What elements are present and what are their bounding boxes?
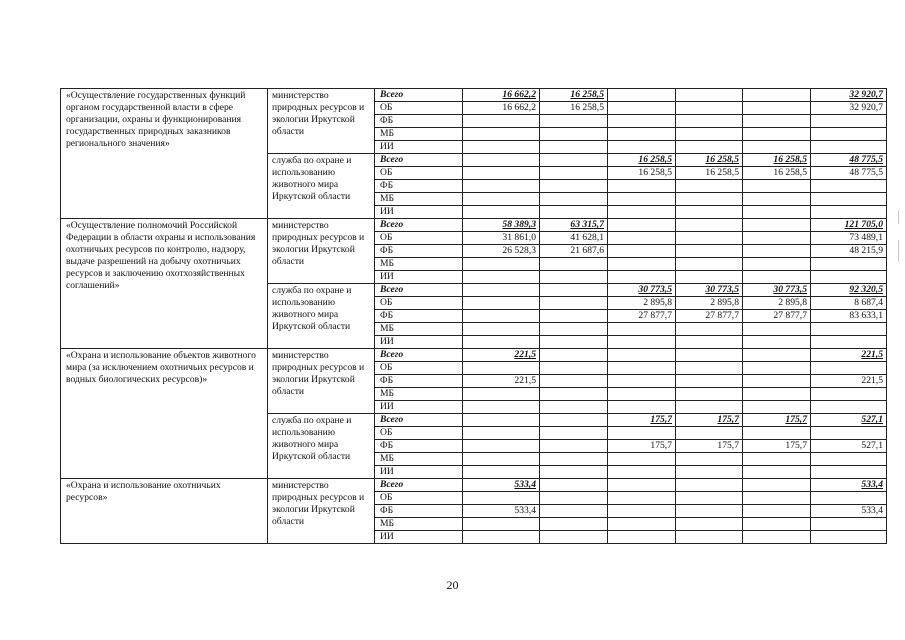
- year-value-cell: [743, 531, 811, 544]
- year-value-cell: [463, 453, 540, 466]
- year-value-cell: [608, 232, 676, 245]
- year-value-cell: [608, 479, 676, 492]
- year-value-cell: 27 877,7: [743, 310, 811, 323]
- year-value-cell: [743, 258, 811, 271]
- year-value-cell: [540, 141, 608, 154]
- funding-source-cell: Всего: [375, 89, 463, 102]
- total-value-cell: 48 775,5: [811, 154, 887, 167]
- year-value-cell: 30 773,5: [608, 284, 676, 297]
- year-value-cell: [540, 453, 608, 466]
- year-value-cell: 16 258,5: [743, 167, 811, 180]
- year-value-cell: [676, 492, 743, 505]
- year-value-cell: [743, 492, 811, 505]
- total-value-cell: 527,1: [811, 440, 887, 453]
- year-value-cell: [676, 518, 743, 531]
- year-value-cell: [608, 349, 676, 362]
- year-value-cell: [676, 427, 743, 440]
- year-value-cell: [743, 362, 811, 375]
- year-value-cell: [743, 336, 811, 349]
- year-value-cell: [540, 336, 608, 349]
- funding-source-cell: ОБ: [375, 102, 463, 115]
- year-value-cell: [676, 206, 743, 219]
- year-value-cell: [743, 466, 811, 479]
- year-value-cell: [608, 466, 676, 479]
- year-value-cell: [540, 193, 608, 206]
- year-value-cell: [676, 89, 743, 102]
- year-value-cell: 533,4: [463, 479, 540, 492]
- year-value-cell: [676, 362, 743, 375]
- executor-name-cell: служба по охране и использованию животного мира Иркутской области: [268, 284, 375, 349]
- total-value-cell: 533,4: [811, 479, 887, 492]
- year-value-cell: [676, 388, 743, 401]
- year-value-cell: [540, 427, 608, 440]
- year-value-cell: [540, 492, 608, 505]
- year-value-cell: [608, 141, 676, 154]
- total-value-cell: 48 215,9: [811, 245, 887, 258]
- year-value-cell: [540, 154, 608, 167]
- year-value-cell: [743, 206, 811, 219]
- year-value-cell: [540, 518, 608, 531]
- year-value-cell: [743, 193, 811, 206]
- program-name-cell: «Осуществление полномочий Российской Федерации в области охраны и использования охотничьих ресурсов по контролю, надзору, выдаче разрешений на добычу охотничьих ресурсов и заключению охотхозяйственных соглашений»: [61, 219, 268, 349]
- funding-source-cell: МБ: [375, 518, 463, 531]
- total-value-cell: [811, 193, 887, 206]
- year-value-cell: [608, 102, 676, 115]
- funding-source-cell: ОБ: [375, 362, 463, 375]
- year-value-cell: [463, 180, 540, 193]
- total-value-cell: 121 705,0: [811, 219, 887, 232]
- year-value-cell: [540, 115, 608, 128]
- total-value-cell: [811, 466, 887, 479]
- program-name-cell: «Охрана и использование охотничьих ресурсов»: [61, 479, 268, 544]
- year-value-cell: [463, 531, 540, 544]
- total-value-cell: 221,5: [811, 375, 887, 388]
- year-value-cell: [608, 362, 676, 375]
- year-value-cell: [743, 375, 811, 388]
- total-value-cell: 83 633,1: [811, 310, 887, 323]
- total-value-cell: [811, 141, 887, 154]
- total-value-cell: 73 489,1: [811, 232, 887, 245]
- year-value-cell: [463, 271, 540, 284]
- year-value-cell: [676, 505, 743, 518]
- year-value-cell: [463, 115, 540, 128]
- total-value-cell: [811, 427, 887, 440]
- year-value-cell: [676, 453, 743, 466]
- year-value-cell: [540, 323, 608, 336]
- total-value-cell: 533,4: [811, 505, 887, 518]
- funding-source-cell: ОБ: [375, 232, 463, 245]
- table-body: [61, 89, 887, 544]
- year-value-cell: 533,4: [463, 505, 540, 518]
- year-value-cell: [540, 375, 608, 388]
- year-value-cell: [463, 518, 540, 531]
- year-value-cell: [608, 258, 676, 271]
- year-value-cell: 63 315,7: [540, 219, 608, 232]
- program-name-cell: «Осуществление государственных функций органом государственной власти в сфере организации, охраны и функционирования государственных природных заказников регионального значения»: [61, 89, 268, 219]
- year-value-cell: 175,7: [608, 440, 676, 453]
- year-value-cell: [608, 245, 676, 258]
- year-value-cell: [676, 141, 743, 154]
- year-value-cell: [743, 505, 811, 518]
- year-value-cell: 21 687,6: [540, 245, 608, 258]
- year-value-cell: [540, 388, 608, 401]
- year-value-cell: [608, 453, 676, 466]
- year-value-cell: [540, 128, 608, 141]
- executor-name-cell: служба по охране и использованию животного мира Иркутской области: [268, 154, 375, 219]
- year-value-cell: [743, 141, 811, 154]
- total-value-cell: [811, 115, 887, 128]
- year-value-cell: [743, 271, 811, 284]
- year-value-cell: [608, 323, 676, 336]
- year-value-cell: [743, 89, 811, 102]
- total-value-cell: [811, 531, 887, 544]
- budget-table: [60, 88, 887, 544]
- total-value-cell: [811, 258, 887, 271]
- year-value-cell: [676, 128, 743, 141]
- total-value-cell: [811, 518, 887, 531]
- year-value-cell: [676, 336, 743, 349]
- year-value-cell: [743, 245, 811, 258]
- year-value-cell: 58 389,3: [463, 219, 540, 232]
- year-value-cell: [463, 167, 540, 180]
- year-value-cell: [540, 206, 608, 219]
- total-value-cell: 32 920,7: [811, 102, 887, 115]
- year-value-cell: [463, 154, 540, 167]
- year-value-cell: [608, 219, 676, 232]
- year-value-cell: [540, 531, 608, 544]
- year-value-cell: 16 662,2: [463, 102, 540, 115]
- funding-source-cell: Всего: [375, 479, 463, 492]
- year-value-cell: [608, 375, 676, 388]
- funding-source-cell: ОБ: [375, 427, 463, 440]
- funding-source-cell: МБ: [375, 323, 463, 336]
- year-value-cell: [743, 219, 811, 232]
- year-value-cell: [676, 115, 743, 128]
- year-value-cell: [540, 271, 608, 284]
- year-value-cell: [463, 323, 540, 336]
- year-value-cell: 175,7: [608, 414, 676, 427]
- year-value-cell: [743, 453, 811, 466]
- total-value-cell: [811, 180, 887, 193]
- executor-name-cell: министерство природных ресурсов и экологии Иркутской области: [268, 219, 375, 284]
- year-value-cell: [540, 297, 608, 310]
- year-value-cell: 16 258,5: [540, 89, 608, 102]
- year-value-cell: [743, 128, 811, 141]
- year-value-cell: [540, 401, 608, 414]
- year-value-cell: [676, 479, 743, 492]
- year-value-cell: [540, 310, 608, 323]
- year-value-cell: 16 258,5: [608, 154, 676, 167]
- year-value-cell: [463, 440, 540, 453]
- year-value-cell: [608, 115, 676, 128]
- year-value-cell: [608, 271, 676, 284]
- year-value-cell: [463, 193, 540, 206]
- executor-name-cell: служба по охране и использованию животного мира Иркутской области: [268, 414, 375, 479]
- year-value-cell: [608, 531, 676, 544]
- scan-edge-mark: [898, 210, 899, 224]
- funding-source-cell: Всего: [375, 219, 463, 232]
- year-value-cell: 16 258,5: [676, 154, 743, 167]
- total-value-cell: [811, 323, 887, 336]
- year-value-cell: [540, 284, 608, 297]
- year-value-cell: [540, 505, 608, 518]
- table-row: [61, 479, 887, 492]
- year-value-cell: [676, 531, 743, 544]
- year-value-cell: [676, 466, 743, 479]
- year-value-cell: [676, 375, 743, 388]
- year-value-cell: [608, 206, 676, 219]
- funding-source-cell: ИИ: [375, 206, 463, 219]
- funding-source-cell: ОБ: [375, 492, 463, 505]
- funding-source-cell: ФБ: [375, 245, 463, 258]
- total-value-cell: [811, 492, 887, 505]
- year-value-cell: [540, 414, 608, 427]
- funding-source-cell: ИИ: [375, 336, 463, 349]
- year-value-cell: [676, 232, 743, 245]
- year-value-cell: [676, 323, 743, 336]
- year-value-cell: 27 877,7: [608, 310, 676, 323]
- year-value-cell: [463, 492, 540, 505]
- year-value-cell: 30 773,5: [743, 284, 811, 297]
- year-value-cell: 41 628,1: [540, 232, 608, 245]
- funding-source-cell: ИИ: [375, 401, 463, 414]
- year-value-cell: [743, 115, 811, 128]
- funding-source-cell: ОБ: [375, 167, 463, 180]
- year-value-cell: [676, 219, 743, 232]
- year-value-cell: [540, 479, 608, 492]
- table-row: [61, 219, 887, 232]
- year-value-cell: [463, 414, 540, 427]
- year-value-cell: [608, 492, 676, 505]
- funding-source-cell: МБ: [375, 453, 463, 466]
- year-value-cell: 175,7: [743, 414, 811, 427]
- year-value-cell: [743, 349, 811, 362]
- funding-source-cell: ФБ: [375, 115, 463, 128]
- year-value-cell: [743, 323, 811, 336]
- funding-source-cell: ИИ: [375, 271, 463, 284]
- total-value-cell: 32 920,7: [811, 89, 887, 102]
- funding-source-cell: Всего: [375, 349, 463, 362]
- total-value-cell: [811, 128, 887, 141]
- funding-source-cell: Всего: [375, 154, 463, 167]
- year-value-cell: [463, 128, 540, 141]
- year-value-cell: [743, 479, 811, 492]
- year-value-cell: [608, 505, 676, 518]
- funding-source-cell: Всего: [375, 414, 463, 427]
- year-value-cell: [540, 466, 608, 479]
- year-value-cell: [463, 388, 540, 401]
- year-value-cell: [608, 180, 676, 193]
- total-value-cell: [811, 401, 887, 414]
- year-value-cell: [608, 193, 676, 206]
- year-value-cell: 175,7: [676, 414, 743, 427]
- page-number: 20: [446, 578, 459, 592]
- year-value-cell: [743, 401, 811, 414]
- funding-source-cell: ФБ: [375, 505, 463, 518]
- year-value-cell: [540, 167, 608, 180]
- year-value-cell: [676, 180, 743, 193]
- year-value-cell: [608, 336, 676, 349]
- table-row: [61, 349, 887, 362]
- total-value-cell: 48 775,5: [811, 167, 887, 180]
- year-value-cell: 16 258,5: [608, 167, 676, 180]
- funding-source-cell: МБ: [375, 128, 463, 141]
- year-value-cell: [608, 388, 676, 401]
- funding-source-cell: ИИ: [375, 531, 463, 544]
- year-value-cell: [540, 258, 608, 271]
- year-value-cell: 30 773,5: [676, 284, 743, 297]
- year-value-cell: 175,7: [743, 440, 811, 453]
- year-value-cell: [676, 401, 743, 414]
- executor-name-cell: министерство природных ресурсов и экологии Иркутской области: [268, 479, 375, 544]
- year-value-cell: [608, 128, 676, 141]
- year-value-cell: [463, 141, 540, 154]
- year-value-cell: [463, 427, 540, 440]
- year-value-cell: [676, 349, 743, 362]
- year-value-cell: [540, 180, 608, 193]
- year-value-cell: [676, 193, 743, 206]
- year-value-cell: [463, 336, 540, 349]
- scan-edge-mark: [898, 240, 899, 262]
- year-value-cell: [743, 427, 811, 440]
- year-value-cell: 2 895,8: [608, 297, 676, 310]
- year-value-cell: 16 662,2: [463, 89, 540, 102]
- year-value-cell: [540, 362, 608, 375]
- funding-source-cell: ИИ: [375, 466, 463, 479]
- total-value-cell: [811, 271, 887, 284]
- year-value-cell: [608, 518, 676, 531]
- funding-source-cell: МБ: [375, 258, 463, 271]
- year-value-cell: [463, 297, 540, 310]
- funding-source-cell: МБ: [375, 388, 463, 401]
- funding-source-cell: МБ: [375, 193, 463, 206]
- funding-source-cell: ИИ: [375, 141, 463, 154]
- program-name-cell: «Охрана и использование объектов животного мира (за исключением охотничьих ресурсов и водных биологических ресурсов)»: [61, 349, 268, 479]
- year-value-cell: 31 861,0: [463, 232, 540, 245]
- year-value-cell: [743, 518, 811, 531]
- year-value-cell: [608, 401, 676, 414]
- year-value-cell: [676, 258, 743, 271]
- funding-source-cell: ФБ: [375, 375, 463, 388]
- year-value-cell: [743, 180, 811, 193]
- funding-source-cell: ФБ: [375, 310, 463, 323]
- year-value-cell: [743, 102, 811, 115]
- total-value-cell: [811, 336, 887, 349]
- year-value-cell: 16 258,5: [540, 102, 608, 115]
- year-value-cell: 2 895,8: [743, 297, 811, 310]
- total-value-cell: [811, 453, 887, 466]
- executor-name-cell: министерство природных ресурсов и экологии Иркутской области: [268, 349, 375, 414]
- year-value-cell: 221,5: [463, 375, 540, 388]
- year-value-cell: [463, 284, 540, 297]
- year-value-cell: [540, 349, 608, 362]
- year-value-cell: [743, 232, 811, 245]
- year-value-cell: [608, 427, 676, 440]
- total-value-cell: 8 687,4: [811, 297, 887, 310]
- year-value-cell: [743, 388, 811, 401]
- year-value-cell: [463, 206, 540, 219]
- total-value-cell: [811, 206, 887, 219]
- total-value-cell: 527,1: [811, 414, 887, 427]
- year-value-cell: [608, 89, 676, 102]
- year-value-cell: [676, 245, 743, 258]
- year-value-cell: 175,7: [676, 440, 743, 453]
- funding-source-cell: ФБ: [375, 440, 463, 453]
- year-value-cell: [463, 258, 540, 271]
- year-value-cell: 16 258,5: [743, 154, 811, 167]
- year-value-cell: [463, 401, 540, 414]
- year-value-cell: [463, 362, 540, 375]
- funding-source-cell: ФБ: [375, 180, 463, 193]
- total-value-cell: [811, 362, 887, 375]
- funding-source-cell: ОБ: [375, 297, 463, 310]
- year-value-cell: 27 877,7: [676, 310, 743, 323]
- year-value-cell: [676, 271, 743, 284]
- year-value-cell: [676, 102, 743, 115]
- total-value-cell: [811, 388, 887, 401]
- year-value-cell: 221,5: [463, 349, 540, 362]
- total-value-cell: 92 320,5: [811, 284, 887, 297]
- executor-name-cell: министерство природных ресурсов и экологии Иркутской области: [268, 89, 375, 154]
- year-value-cell: [463, 466, 540, 479]
- total-value-cell: 221,5: [811, 349, 887, 362]
- year-value-cell: [540, 440, 608, 453]
- year-value-cell: 2 895,8: [676, 297, 743, 310]
- table-row: [61, 89, 887, 102]
- year-value-cell: 26 528,3: [463, 245, 540, 258]
- year-value-cell: 16 258,5: [676, 167, 743, 180]
- year-value-cell: [463, 310, 540, 323]
- funding-source-cell: Всего: [375, 284, 463, 297]
